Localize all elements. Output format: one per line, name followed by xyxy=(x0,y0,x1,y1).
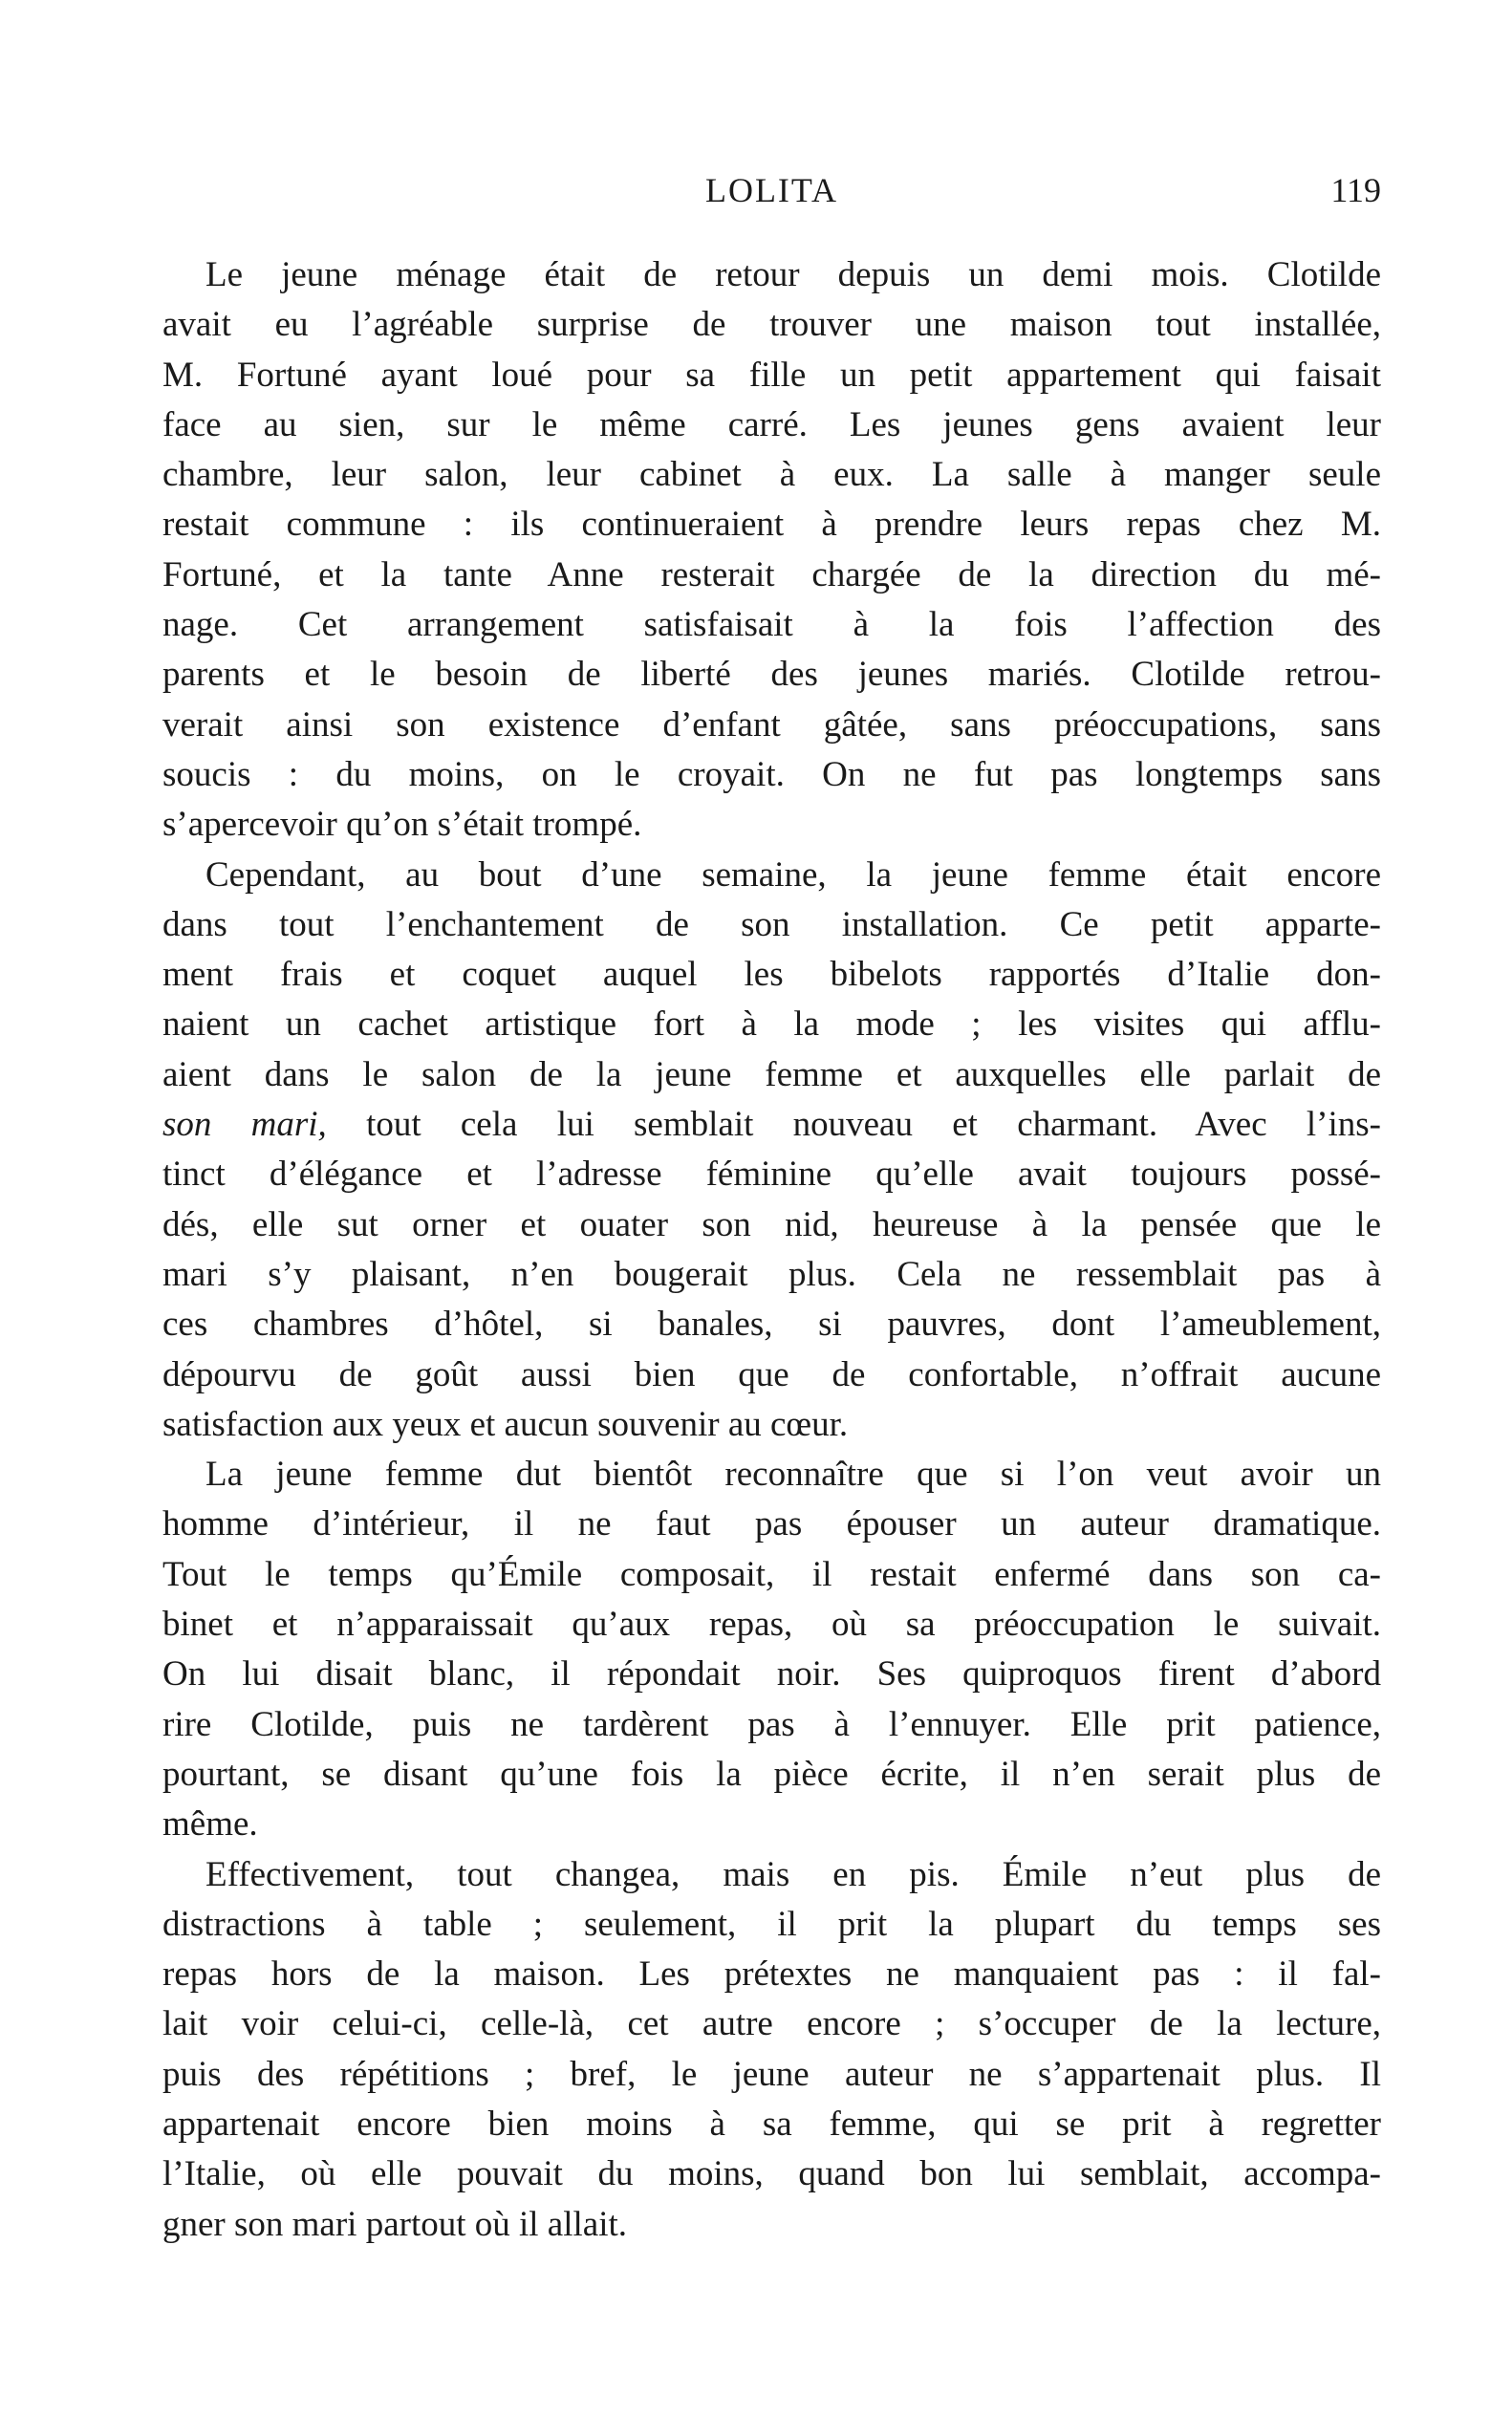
text-line: aient dans le salon de la jeune femme et auxquelles elle parlait de xyxy=(162,1054,1381,1094)
text-line: parents et le besoin de liberté des jeunes mariés. Clotilde retrou- xyxy=(162,655,1381,695)
text-line: Cependant, au bout d’une semaine, la jeune femme était encore xyxy=(205,854,1381,895)
text-line: appartenait encore bien moins à sa femme, qui se prit à regretter xyxy=(162,2104,1381,2144)
text-line: On lui disait blanc, il répondait noir. Ses quiproquos firent d’abord xyxy=(162,1654,1381,1695)
paragraph-3 xyxy=(162,1450,1381,1849)
text-line: M. Fortuné ayant loué pour sa fille un petit appartement qui faisait xyxy=(162,355,1381,395)
text-line: lait voir celui-ci, celle-là, cet autre encore ; s’occuper de la lecture, xyxy=(162,2004,1381,2044)
text-line: satisfaction aux yeux et aucun souvenir au cœur. xyxy=(162,1404,849,1444)
text-line: Effectivement, tout changea, mais en pis. Émile n’eut plus de xyxy=(205,1854,1381,1894)
text-line: homme d’intérieur, il ne faut pas épouser un auteur dramatique. xyxy=(162,1504,1381,1544)
text-line: dans tout l’enchantement de son installation. Ce petit apparte- xyxy=(162,904,1381,944)
text-line: soucis : du moins, on le croyait. On ne fut pas longtemps sans xyxy=(162,754,1381,794)
text-line: gner son mari partout où il allait. xyxy=(162,2204,628,2244)
italic-phrase: son mari, xyxy=(162,1105,327,1145)
text-line: La jeune femme dut bientôt reconnaître que si l’on veut avoir un xyxy=(205,1455,1381,1495)
text-line: face au sien, sur le même carré. Les jeunes gens avaient leur xyxy=(162,404,1381,444)
text-line: dés, elle sut orner et ouater son nid, heureuse à la pensée que le xyxy=(162,1204,1381,1244)
text-line: Fortuné, et la tante Anne resterait chargée de la direction du mé- xyxy=(162,554,1381,594)
text-line: nage. Cet arrangement satisfaisait à la fois l’affection des xyxy=(162,605,1381,645)
text-line: binet et n’apparaissait qu’aux repas, où sa préoccupation le suivait. xyxy=(162,1605,1381,1645)
text-line: tinct d’élégance et l’adresse féminine qu’elle avait toujours possé- xyxy=(162,1155,1381,1195)
text-line: Le jeune ménage était de retour depuis un demi mois. Clotilde xyxy=(205,255,1381,294)
paragraph-4 xyxy=(162,1850,1381,2250)
running-head xyxy=(162,170,1381,218)
line-rest: tout cela lui semblait nouveau et charmant. Avec l’ins- xyxy=(326,1105,1381,1145)
text-line: verait ainsi son existence d’enfant gâtée, sans préoccupations, sans xyxy=(162,704,1381,745)
text-line: ment frais et coquet auquel les bibelots rapportés d’Italie don- xyxy=(162,955,1381,995)
text-line: naient un cachet artistique fort à la mode ; les visites qui afflu- xyxy=(162,1004,1381,1045)
text-line: ces chambres d’hôtel, si banales, si pauvres, dont l’ameublement, xyxy=(162,1305,1381,1345)
text-line: s’apercevoir qu’on s’était trompé. xyxy=(162,805,642,845)
text-line: dépourvu de goût aussi bien que de confortable, n’offrait aucune xyxy=(162,1354,1381,1394)
text-line: même. xyxy=(162,1804,258,1845)
text-line: chambre, leur salon, leur cabinet à eux. La salle à manger seule xyxy=(162,455,1381,495)
text-line: l’Italie, où elle pouvait du moins, quand bon lui semblait, accompa- xyxy=(162,2154,1381,2194)
text-line: pourtant, se disant qu’une fois la pièce écrite, il n’en serait plus de xyxy=(162,1754,1381,1794)
paragraph-1 xyxy=(162,250,1381,851)
text-line: repas hors de la maison. Les prétextes ne manquaient pas : il fal- xyxy=(162,1954,1381,1995)
text-line: distractions à table ; seulement, il prit la plupart du temps ses xyxy=(162,1904,1381,1944)
running-title: LOLITA xyxy=(704,171,839,209)
body-text xyxy=(162,250,1381,2250)
text-line-italic xyxy=(162,1100,1381,1150)
text-line: avait eu l’agréable surprise de trouver une maison tout installée, xyxy=(162,305,1381,345)
page-number: 119 xyxy=(1330,171,1381,209)
text-line: Tout le temps qu’Émile composait, il restait enfermé dans son ca- xyxy=(162,1554,1381,1594)
text-line: mari s’y plaisant, n’en bougerait plus. Cela ne ressemblait pas à xyxy=(162,1254,1381,1294)
text-line: puis des répétitions ; bref, le jeune auteur ne s’appartenait plus. Il xyxy=(162,2054,1381,2094)
text-line: restait commune : ils continueraient à prendre leurs repas chez M. xyxy=(162,505,1381,545)
paragraph-2 xyxy=(162,851,1381,1451)
text-line: rire Clotilde, puis ne tardèrent pas à l’ennuyer. Elle prit patience, xyxy=(162,1704,1381,1744)
